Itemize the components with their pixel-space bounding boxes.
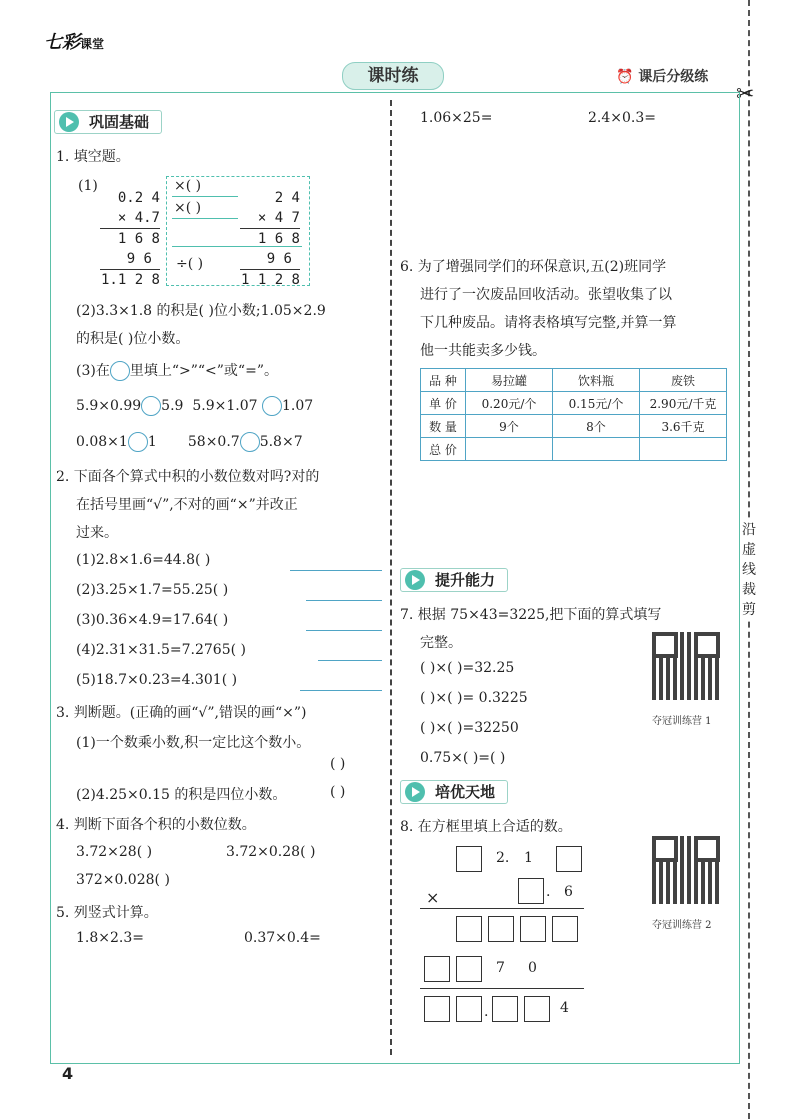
q2-line1: 2. 下面各个算式中积的小数位数对吗?对的 [56,469,320,485]
q4-item-3: 372×0.028( ) [76,872,170,888]
answer-circle[interactable] [141,396,161,416]
q1-part2-line1: (2)3.3×1.8 的积是( )位小数;1.05×2.9 [76,303,326,319]
digit-box[interactable] [488,916,514,942]
q5-item-2: 0.37×0.4= [244,930,321,946]
play-icon [405,570,425,590]
q1-part3: (3)在 里填上“>”“<”或“=”。 [76,363,278,379]
op-multiply-1: ×( ) [174,178,202,194]
qr-caption-2: 夺冠训练营 2 [652,920,712,931]
op-divide: ÷( ) [176,256,204,272]
q5-item-1: 1.8×2.3= [76,930,144,946]
q4-item-2: 3.72×0.28( ) [226,844,316,860]
q2-item-2: (2)3.25×1.7=55.25( ) [76,582,229,598]
q7-item-4: 0.75×( )=( ) [420,750,506,766]
q8-title: 8. 在方框里填上合适的数。 [400,819,572,835]
cut-instruction: 沿 虚 线 裁 剪 [742,522,756,618]
digit-box[interactable] [456,996,482,1022]
table-row: 总 价 [421,438,727,461]
total-cell[interactable] [553,438,640,461]
digit-box[interactable] [524,996,550,1022]
q6-line4: 他一共能卖多少钱。 [420,343,546,359]
alarm-clock-icon: ⏰ [616,69,634,85]
section-header-improve: 提升能力 [400,568,508,592]
q5-item-4: 2.4×0.3= [588,110,656,126]
left-vertical-calc: 0.2 4 × 4.7 1 6 8 9 6 1.1 2 8 [100,190,160,288]
q2-item-1: (1)2.8×1.6=44.8( ) [76,552,211,568]
digit-box[interactable] [552,916,578,942]
q7-item-3: ( )×( )=32250 [420,720,519,736]
qr-code-2[interactable] [652,836,720,904]
answer-circle[interactable] [110,361,130,381]
arrow-right-2 [172,218,238,219]
play-icon [59,112,79,132]
q2-item-3: (3)0.36×4.9=17.64( ) [76,612,229,628]
op-multiply-2: ×( ) [174,200,202,216]
table-row: 数 量 9个 8个 3.6千克 [421,415,727,438]
q1-part1: (1) [78,178,98,194]
answer-circle[interactable] [128,432,148,452]
q2-item-4: (4)2.31×31.5=7.2765( ) [76,642,246,658]
q5-item-3: 1.06×25= [420,110,493,126]
answer-circle[interactable] [262,396,282,416]
digit-box[interactable] [456,956,482,982]
total-cell[interactable] [466,438,553,461]
digit-box[interactable] [456,846,482,872]
correction-line[interactable] [300,672,382,691]
table-row: 单 价 0.20元/个 0.15元/个 2.90元/千克 [421,392,727,415]
brand-logo: 七彩课堂 [44,32,105,53]
q2-item-5: (5)18.7×0.23=4.301( ) [76,672,238,688]
q7-line2: 完整。 [420,635,462,651]
section-header-basics: 巩固基础 [54,110,162,134]
page-title: 课时练 [342,62,444,90]
q4-item-1: 3.72×28( ) [76,844,153,860]
qr-caption-1: 夺冠训练营 1 [652,716,712,727]
correction-line[interactable] [306,582,382,601]
compare-row-1: 5.9×0.99 5.9 5.9×1.07 1.07 [76,398,314,414]
qr-code-1[interactable] [652,632,720,700]
q3-answer-1[interactable]: ( ) [330,756,346,772]
q2-line2: 在括号里画“√”,不对的画“×”并改正 [76,497,298,513]
compare-row-2: 0.08×1 1 58×0.7 5.8×7 [76,434,303,450]
table-row: 品 种 易拉罐 饮料瓶 废铁 [421,369,727,392]
correction-line[interactable] [306,612,382,631]
digit-box[interactable] [520,916,546,942]
q2-line3: 过来。 [76,525,118,541]
q7-item-1: ( )×( )=32.25 [420,660,515,676]
digit-box[interactable] [456,916,482,942]
section-header-advanced: 培优天地 [400,780,508,804]
digit-box[interactable] [518,878,544,904]
q3-item-2: (2)4.25×0.15 的积是四位小数。 [76,787,287,803]
digit-box[interactable] [492,996,518,1022]
q6-line3: 下几种废品。请将表格填写完整,并算一算 [420,315,677,331]
q3-title: 3. 判断题。(正确的画“√”,错误的画“×”) [56,705,307,721]
arrow-right-1 [172,196,238,197]
total-cell[interactable] [640,438,727,461]
digit-box[interactable] [556,846,582,872]
q1-title: 1. 填空题。 [56,149,130,165]
answer-circle[interactable] [240,432,260,452]
correction-line[interactable] [290,552,382,571]
q1-part2-line2: 的积是( )位小数。 [76,331,190,347]
q7-line1: 7. 根据 75×43=3225,把下面的算式填写 [400,607,662,623]
q6-line2: 进行了一次废品回收活动。张望收集了以 [420,287,672,303]
scissors-icon: ✂ [736,82,755,107]
q4-title: 4. 判断下面各个积的小数位数。 [56,817,256,833]
digit-box[interactable] [424,996,450,1022]
correction-line[interactable] [318,642,382,661]
right-vertical-calc: 2 4 × 4 7 1 6 8 9 6 1 1 2 8 [240,190,300,288]
digit-box[interactable] [424,956,450,982]
q7-item-2: ( )×( )= 0.3225 [420,690,528,706]
q3-answer-2[interactable]: ( ) [330,784,346,800]
q5-title: 5. 列竖式计算。 [56,905,158,921]
page-number: 4 [62,1064,74,1083]
play-icon [405,782,425,802]
q6-line1: 6. 为了增强同学们的环保意识,五(2)班同学 [400,259,667,275]
header-label: ⏰ 课后分级练 [616,69,709,85]
q3-item-1: (1)一个数乘小数,积一定比这个数小。 [76,735,311,751]
column-divider [390,100,392,1055]
price-table [420,368,727,461]
